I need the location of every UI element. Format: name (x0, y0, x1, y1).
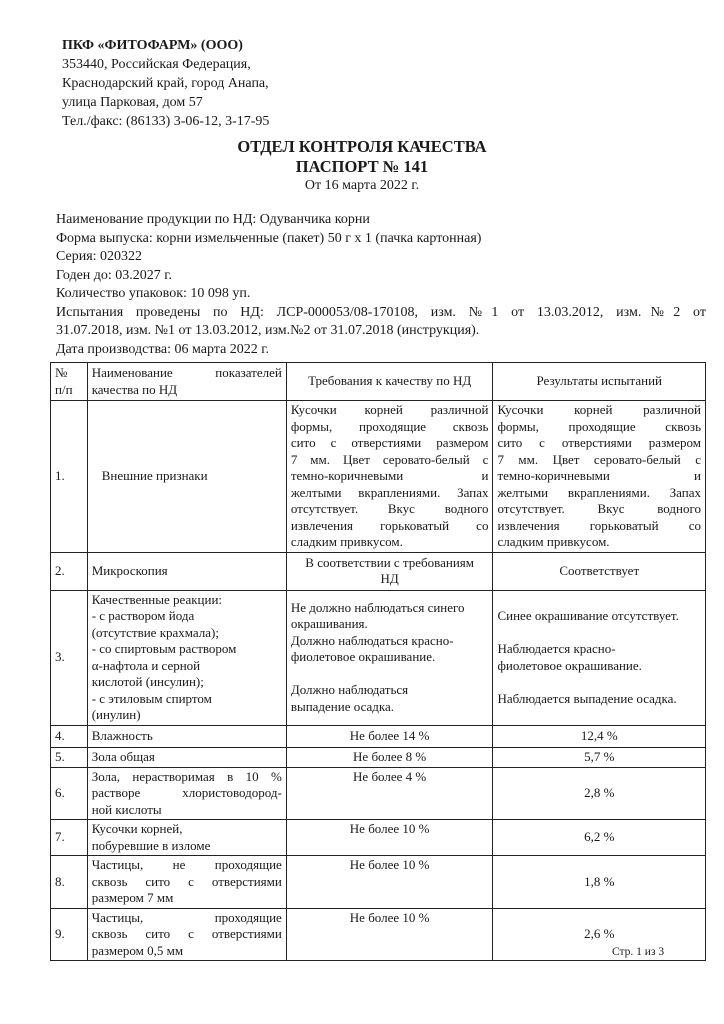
result (493, 856, 706, 909)
requirement (286, 856, 493, 909)
cell-text: формы, проходящие сквозь (497, 418, 701, 434)
requirement (286, 908, 493, 961)
info-line: 31.07.2018, изм. №1 от 13.03.2012, изм.№2 от 31.07.2018 (инструкция). (56, 323, 480, 338)
cell-text: отсутствует. Вкус водного (497, 501, 701, 516)
cell-text: 9. (55, 926, 65, 941)
info-line: Испытания проведены по НД: ЛСР-000053/08-170108, изм. №1 от 13.03.2012, изм.№2 от (56, 304, 706, 320)
product-info (56, 211, 706, 359)
cell-text: - с раствором йода (91, 608, 195, 623)
cell-text: (инулин) (91, 707, 141, 722)
table-row (51, 747, 706, 767)
info-line: Наименование продукции по НД: Одуванчика корни (56, 212, 370, 227)
cell-text: отсутствует. Вкус водного (290, 501, 489, 516)
cell-text: 6,2 % (584, 829, 615, 845)
cell-text: Внешние признаки (101, 468, 208, 483)
requirement (286, 725, 493, 747)
cell-text: 1. (55, 468, 65, 483)
result (493, 767, 706, 820)
cell-text: Влажность (91, 727, 153, 743)
table-row (51, 725, 706, 747)
row-number (51, 590, 88, 725)
result (493, 590, 706, 725)
cell-text: Наблюдается выпадение осадка. (497, 690, 677, 706)
row-number (51, 725, 88, 747)
cell-text: Наблюдается красно- (497, 641, 616, 656)
cell-text: 3. (55, 649, 65, 665)
cell-text: растворе хлористоводород- (91, 785, 282, 800)
table-row (51, 401, 706, 553)
cell-text: α-нафтола и серной (91, 657, 201, 673)
requirement (286, 552, 493, 590)
cell-text: ной кислоты (91, 801, 162, 817)
cell-text: размером 7 мм (91, 890, 174, 905)
row-number (51, 908, 88, 961)
cell-text: Качественные реакции: (91, 591, 223, 607)
row-number (51, 552, 88, 590)
cell-text: № (55, 365, 68, 380)
cell-text: 12,4 % (580, 727, 618, 743)
table-row (51, 908, 706, 961)
result (493, 908, 706, 961)
phone-line: Тел./факс: (86133) 3-06-12, 3-17-95 (62, 114, 270, 129)
info-line: Дата производства: 06 марта 2022 г. (56, 341, 269, 357)
row-number (51, 767, 88, 820)
cell-text: Кусочки корней, (91, 821, 183, 836)
cell-text: желтыми вкраплениями. Запах (497, 484, 701, 500)
cell-text: извлечения горьковатый со (497, 517, 701, 533)
cell-text: В соответствии с требованиям (305, 554, 475, 570)
cell-text: Не более 10 % (349, 909, 430, 925)
table-row (51, 590, 706, 725)
requirement (286, 767, 493, 820)
cell-text: 8. (55, 873, 65, 889)
cell-text: сито с отверстиями размером (290, 435, 489, 450)
indicator-name (87, 908, 286, 961)
info-line: Форма выпуска: корни измельченные (пакет) 50 г х 1 (пачка картонная) (56, 230, 482, 246)
header-results (493, 363, 706, 401)
cell-text: Не более 8 % (353, 748, 427, 764)
cell-text: Микроскопия (91, 562, 168, 578)
cell-text: Зола общая (91, 748, 155, 764)
header-requirements (286, 363, 493, 401)
cell-text: Не более 14 % (349, 727, 430, 743)
requirement (286, 747, 493, 767)
cell-text: Не более 10 % (349, 821, 430, 836)
organization-block (62, 36, 269, 131)
passport-date: От 16 марта 2022 г. (304, 178, 420, 193)
cell-text: сквозь сито с отверстиями (91, 926, 282, 941)
cell-text: 2,8 % (584, 785, 615, 800)
cell-text: Зола, нерастворимая в 10 % (91, 768, 282, 784)
table-header-row (51, 363, 706, 401)
requirement (286, 820, 493, 856)
cell-text: желтыми вкраплениями. Запах (290, 484, 489, 500)
quality-table (50, 362, 706, 961)
indicator-name (87, 552, 286, 590)
cell-text: размером 0,5 мм (91, 942, 184, 958)
passport-number: ПАСПОРТ № 141 (295, 157, 429, 176)
row-number (51, 820, 88, 856)
cell-text: Кусочки корней различной (497, 402, 701, 417)
indicator-name (87, 590, 286, 725)
info-line: Годен до: 03.2027 г. (56, 267, 172, 283)
cell-text: - с этиловым спиртом (91, 690, 212, 706)
cell-text: 7. (55, 829, 65, 845)
address-line: улица Парковая, дом 57 (62, 95, 203, 110)
address-line: Краснодарский край, город Анапа, (62, 76, 269, 91)
result (493, 401, 706, 553)
table-row (51, 552, 706, 590)
cell-text (497, 674, 701, 691)
header-indicator (87, 363, 286, 401)
cell-text: качества по НД (91, 381, 178, 397)
cell-text: (отсутствие крахмала); (91, 624, 219, 640)
indicator-name (87, 856, 286, 909)
organization-name: ПКФ «ФИТОФАРМ» (ООО) (62, 38, 243, 53)
indicator-name (87, 767, 286, 820)
result (493, 747, 706, 767)
header-number (51, 363, 88, 401)
cell-text: Кусочки корней различной (290, 402, 489, 417)
row-number (51, 856, 88, 909)
page-number: Стр. 1 из 3 (612, 946, 665, 958)
cell-text: Должно наблюдаться красно- (290, 632, 454, 648)
cell-text: п/п (55, 381, 73, 397)
table-row (51, 856, 706, 909)
result (493, 820, 706, 856)
requirement (286, 590, 493, 725)
cell-text: 1,8 % (584, 873, 615, 889)
result (493, 552, 706, 590)
cell-text: 4. (55, 727, 65, 743)
cell-text: 5,7 % (584, 748, 615, 764)
indicator-name (87, 820, 286, 856)
cell-text: сквозь сито с отверстиями (91, 873, 282, 889)
cell-text: темно-коричневыми и (290, 468, 489, 483)
table-row (51, 820, 706, 856)
cell-text: - со спиртовым раствором (91, 641, 237, 656)
cell-text: темно-коричневыми и (497, 468, 701, 483)
cell-text: Должно наблюдаться (290, 682, 409, 698)
cell-text: Синее окрашивание отсутствует. (497, 608, 679, 623)
cell-text: 2. (55, 562, 65, 578)
cell-text: формы, проходящие сквозь (290, 418, 489, 434)
cell-text: Не более 10 % (349, 857, 430, 872)
cell-text: побуревшие в изломе (91, 837, 211, 853)
cell-text: фиолетовое окрашивание. (497, 657, 642, 673)
indicator-name (87, 725, 286, 747)
cell-text: Частицы, не проходящие (91, 857, 282, 872)
cell-text: кислотой (инсулин); (91, 674, 204, 689)
address-line: 353440, Российская Федерация, (62, 57, 251, 72)
cell-text: 2,6 % (584, 926, 615, 941)
cell-text: окрашивания. (290, 616, 368, 632)
result (493, 725, 706, 747)
indicator-name (87, 747, 286, 767)
cell-text: извлечения горьковатый со (290, 517, 489, 533)
cell-text: Требования к качеству по НД (308, 373, 472, 389)
info-line: Количество упаковок: 10 098 уп. (56, 286, 251, 301)
row-number (51, 747, 88, 767)
indicator-name (87, 401, 286, 553)
cell-text: Соответствует (559, 562, 640, 578)
department-title: ОТДЕЛ КОНТРОЛЯ КАЧЕСТВА (237, 137, 487, 156)
cell-text: НД (380, 571, 399, 586)
requirement (286, 401, 493, 553)
cell-text: сладким привкусом. (497, 534, 610, 549)
document-title (0, 137, 724, 195)
cell-text (497, 625, 701, 642)
row-number (51, 401, 88, 553)
cell-text: фиолетовое окрашивание. (290, 649, 436, 665)
table-row (51, 767, 706, 820)
cell-text: 7 мм. Цвет серовато-белый с (497, 451, 701, 467)
cell-text: 5. (55, 748, 65, 764)
cell-text: Не более 4 % (353, 768, 427, 784)
cell-text: сито с отверстиями размером (497, 435, 701, 450)
cell-text (291, 666, 489, 683)
cell-text: сладким привкусом. (290, 534, 403, 549)
cell-text: 6. (55, 785, 65, 800)
cell-text: Частицы, проходящие (91, 909, 282, 925)
cell-text: Наименование показателей (91, 365, 282, 380)
cell-text: выпадение осадка. (290, 698, 395, 714)
cell-text: Не должно наблюдаться синего (290, 599, 465, 615)
cell-text: 7 мм. Цвет серовато-белый с (290, 451, 489, 467)
info-line: Серия: 020322 (56, 249, 143, 264)
cell-text: Результаты испытаний (536, 373, 662, 389)
